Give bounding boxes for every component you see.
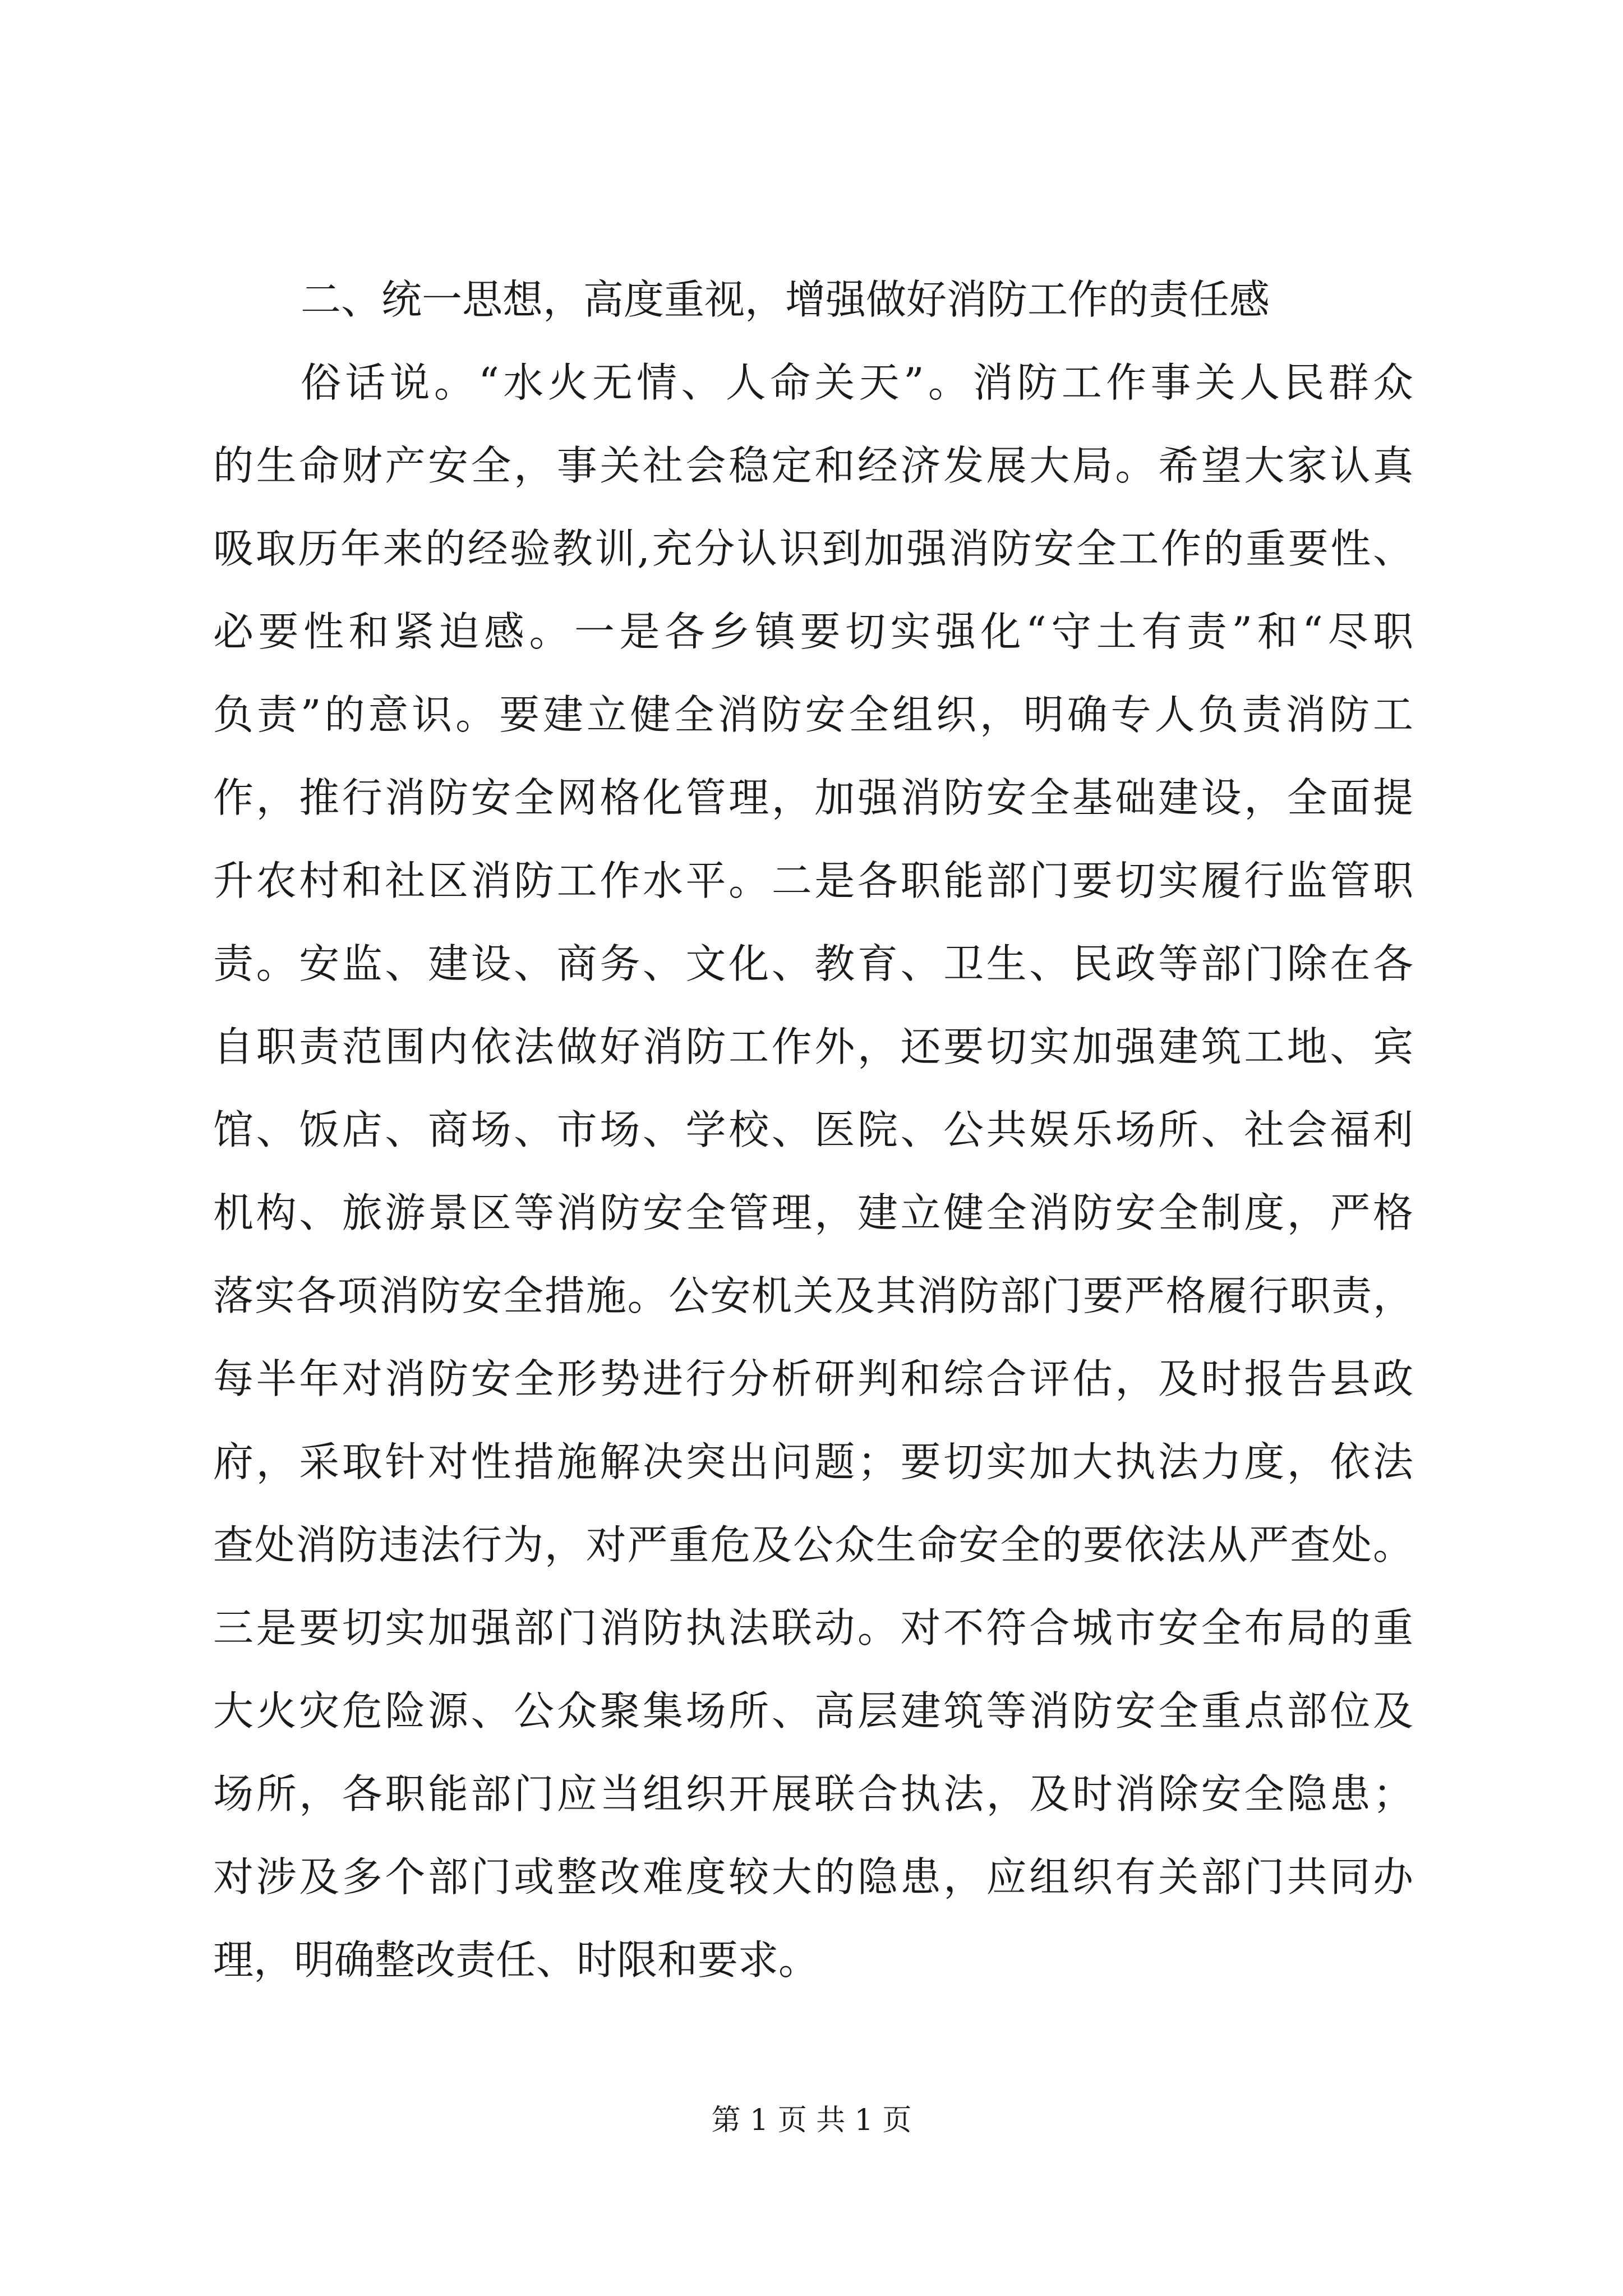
paragraph-line: 责。安监、建设、商务、文化、教育、卫生、民政等部门除在各 — [213, 940, 1413, 987]
body-paragraph — [213, 341, 1413, 2001]
paragraph-line: 机构、旅游景区等消防安全管理，建立健全消防安全制度，严格 — [213, 1189, 1413, 1236]
paragraph-line: 负责”的意识。要建立健全消防安全组织，明确专人负责消防工 — [213, 691, 1413, 738]
paragraph-line: 三是要切实加强部门消防执法联动。对不符合城市安全布局的重 — [213, 1604, 1413, 1651]
paragraph-line: 大火灾危险源、公众聚集场所、高层建筑等消防安全重点部位及 — [213, 1687, 1413, 1734]
paragraph-line: 吸取历年来的经验教训,充分认识到加强消防安全工作的重要性、 — [213, 525, 1413, 572]
page-footer: 第 1 页 共 1 页 — [711, 2104, 912, 2137]
paragraph-line: 落实各项消防安全措施。公安机关及其消防部门要严格履行职责， — [213, 1272, 1413, 1319]
paragraph-line: 场所，各职能部门应当组织开展联合执法，及时消除安全隐患； — [213, 1770, 1413, 1818]
paragraph-line: 查处消防违法行为，对严重危及公众生命安全的要依法从严查处。 — [213, 1521, 1413, 1568]
paragraph-line: 对涉及多个部门或整改难度较大的隐患，应组织有关部门共同办 — [213, 1853, 1413, 1901]
document-body — [213, 258, 1413, 2001]
section-heading: 二、统一思想，高度重视，增强做好消防工作的责任感 — [301, 276, 1270, 323]
paragraph-line: 作，推行消防安全网格化管理，加强消防安全基础建设，全面提 — [213, 774, 1413, 821]
paragraph-line: 升农村和社区消防工作水平。二是各职能部门要切实履行监管职 — [213, 857, 1413, 904]
paragraph-line: 理，明确整改责任、时限和要求。 — [213, 1936, 819, 1984]
paragraph-line: 府，采取针对性措施解决突出问题；要切实加大执法力度，依法 — [213, 1438, 1413, 1485]
paragraph-line: 的生命财产安全，事关社会稳定和经济发展大局。希望大家认真 — [213, 442, 1413, 489]
paragraph-line: 俗话说。“水火无情、人命关天”。消防工作事关人民群众 — [301, 359, 1413, 406]
paragraph-line: 自职责范围内依法做好消防工作外，还要切实加强建筑工地、宾 — [213, 1023, 1413, 1070]
paragraph-line: 必要性和紧迫感。一是各乡镇要切实强化“守土有责”和“尽职 — [213, 608, 1413, 655]
paragraph-line: 每半年对消防安全形势进行分析研判和综合评估，及时报告县政 — [213, 1355, 1413, 1402]
paragraph-line: 馆、饭店、商场、市场、学校、医院、公共娱乐场所、社会福利 — [213, 1106, 1413, 1153]
